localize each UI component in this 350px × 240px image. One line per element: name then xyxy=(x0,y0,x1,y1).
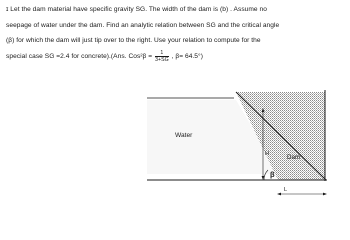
angle-label: β xyxy=(270,170,275,179)
base-dimension xyxy=(277,193,327,196)
answer-suffix: , β= 64.5°) xyxy=(171,52,203,60)
water-label: Water xyxy=(175,132,193,139)
dam-label: Dam xyxy=(287,154,301,161)
fraction-numerator: 1 xyxy=(155,50,169,57)
problem-line-1: ɪ Let the dam material have specific gravity SG. The width of the dam is (b) . Assume no xyxy=(6,6,267,13)
answer-prefix: special case SG =2.4 for concrete).(Ans. Cos²β = xyxy=(6,52,153,60)
problem-line-3: (β) for which the dam will just tip over to the right. Use your relation to compute for the xyxy=(6,37,261,45)
height-label: H xyxy=(265,151,269,157)
problem-line-2: seepage of water under the dam. Find an analytic relation between SG and the critical angle xyxy=(6,21,280,29)
base-label: L xyxy=(284,187,288,193)
fraction-denominator: 3+SG xyxy=(155,56,169,63)
